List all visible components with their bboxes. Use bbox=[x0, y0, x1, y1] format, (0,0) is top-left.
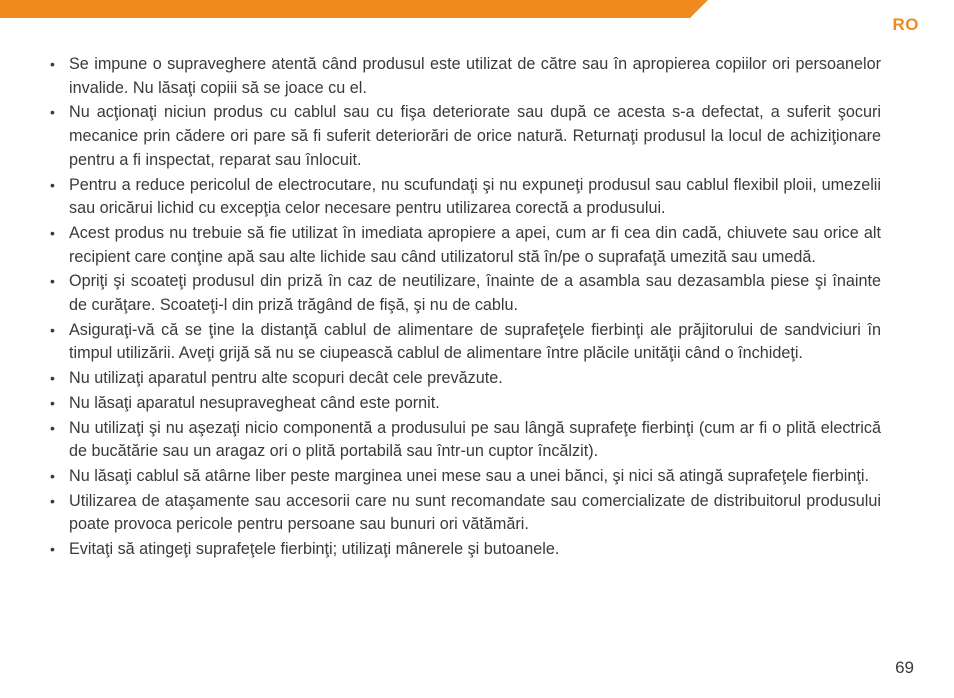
safety-list bbox=[48, 53, 881, 562]
list-item-text: Utilizarea de ataşamente sau accesorii care nu sunt recomandate sau comercializate de distribuitorul produsului poate provoca pericole pentru persoane sau bunuri ori vătămări. bbox=[69, 491, 881, 534]
list-item-text: Nu lăsaţi cablul să atârne liber peste marginea unei mese sau a unei bănci, şi nici să atingă suprafeţele fierbinţi. bbox=[69, 466, 869, 485]
bullet-icon: • bbox=[50, 419, 55, 436]
list-item-text: Asiguraţi-vă că se ţine la distanţă cablul de alimentare de suprafeţele fierbinţi ale prăjitorului de sandviciuri în timpul utilizării. Aveţi grijă să nu se ciupească cablul de alimentare între plăcile unităţii când o închideţi. bbox=[69, 320, 881, 363]
list-item bbox=[48, 417, 881, 464]
list-item bbox=[48, 367, 881, 391]
list-item-text: Evitaţi să atingeţi suprafeţele fierbinţi; utilizaţi mânerele şi butoanele. bbox=[69, 540, 560, 559]
list-item bbox=[48, 490, 881, 537]
list-item-text: Pentru a reduce pericolul de electrocutare, nu scufundaţi şi nu expuneţi produsul sau cablul flexibil ploii, umezelii sau oricărui lichid cu excepţia celor necesare pentru utilizarea corectă a produsului. bbox=[69, 175, 881, 218]
bullet-icon: • bbox=[50, 394, 55, 411]
list-item bbox=[48, 465, 881, 489]
bullet-icon: • bbox=[50, 176, 55, 193]
list-item-text: Nu lăsaţi aparatul nesupravegheat când este pornit. bbox=[69, 393, 440, 412]
safety-instructions bbox=[48, 53, 881, 563]
list-item-text: Nu acţionaţi niciun produs cu cablul sau cu fişa deteriorate sau după ce acesta s-a defectat, a suferit şocuri mecanice prin cădere ori pare să fi suferit deteriorări de orice natură. Returnaţi produsul la locul de achiziţionare pentru a fi inspectat, reparat sau înlocuit. bbox=[69, 103, 881, 169]
bullet-icon: • bbox=[50, 104, 55, 121]
list-item bbox=[48, 270, 881, 317]
bullet-icon: • bbox=[50, 467, 55, 484]
page-number: 69 bbox=[895, 658, 914, 677]
list-item bbox=[48, 101, 881, 172]
bullet-icon: • bbox=[50, 321, 55, 338]
language-code: RO bbox=[892, 15, 919, 34]
list-item-text: Acest produs nu trebuie să fie utilizat în imediata apropiere a apei, cum ar fi cea din cadă, chiuvete sau orice alt recipient care conţine apă sau alte lichide sau când utilizatorul stă în/pe o suprafaţă umezită sau umedă. bbox=[69, 223, 881, 266]
bullet-icon: • bbox=[50, 56, 55, 72]
bullet-icon: • bbox=[50, 224, 55, 241]
list-item bbox=[48, 392, 881, 416]
list-item-text: Se impune o supraveghere atentă când produsul este utilizat de către sau în apropierea copiilor ori persoanelor invalide. Nu lăsaţi copiii să se joace cu el. bbox=[69, 55, 881, 97]
list-item-text: Nu utilizaţi şi nu aşezaţi nicio componentă a produsului pe sau lângă suprafeţe fierbinţi (cum ar fi o plită electrică de bucătărie sau un aragaz ori o plită portabilă sau într-un cuptor încălzit). bbox=[69, 418, 881, 461]
list-item bbox=[48, 53, 881, 100]
bullet-icon: • bbox=[50, 370, 55, 387]
list-item bbox=[48, 319, 881, 366]
bullet-icon: • bbox=[50, 273, 55, 290]
list-item bbox=[48, 222, 881, 269]
list-item bbox=[48, 174, 881, 221]
header-orange-band bbox=[0, 0, 954, 20]
header-band-shape bbox=[0, 0, 708, 18]
list-item-text: Opriţi şi scoateţi produsul din priză în caz de neutilizare, înainte de a asambla sau dezasambla piese şi înainte de curăţare. Scoateţi-l din priză trăgând de fişă, şi nu de cablu. bbox=[69, 272, 881, 315]
bullet-icon: • bbox=[50, 492, 55, 509]
list-item bbox=[48, 538, 881, 562]
list-item-text: Nu utilizaţi aparatul pentru alte scopuri decât cele prevăzute. bbox=[69, 369, 503, 388]
bullet-icon: • bbox=[50, 541, 55, 558]
